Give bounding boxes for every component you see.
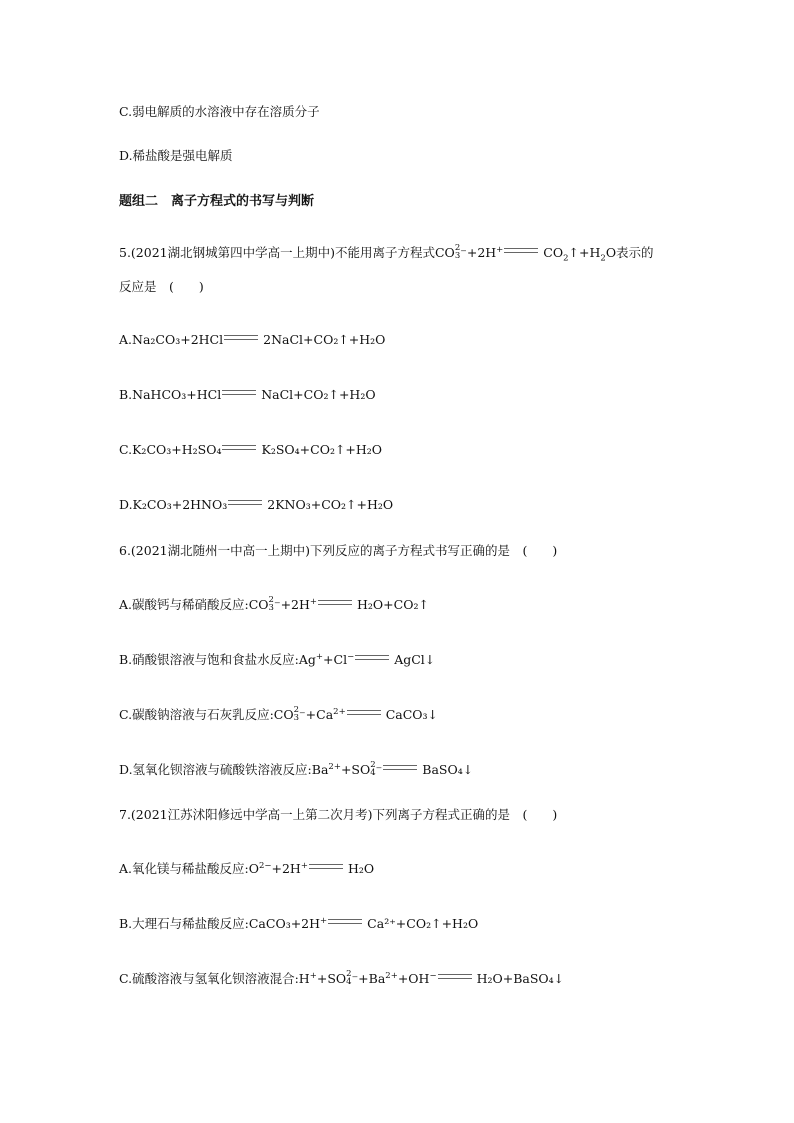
equals-sign — [347, 710, 381, 715]
equals-sign — [222, 445, 256, 450]
option-4c: C.弱电解质的水溶液中存在溶质分子 — [119, 104, 320, 119]
equals-sign — [309, 864, 343, 869]
option-7a: A.氧化镁与稀盐酸反应$:O^{2-}+2H^+$ H₂O — [119, 860, 375, 876]
question-7-stem: 7.(2021江苏沭阳修远中学高一上第二次月考)下列离子方程式正确的是 ( ) — [119, 807, 558, 822]
equals-sign — [228, 500, 262, 505]
option-7c: C.硫酸溶液与氢氧化钡溶液混合:H++SO 2 4 $^-+Ba^{2+}+OH^-$ H₂O+BaSO₄↓ — [119, 968, 565, 987]
section-heading: 题组二 离子方程式的书写与判断 — [119, 194, 315, 209]
equals-sign — [224, 335, 258, 340]
question-5-stem: 5.(2021湖北钢城第四中学高一上期中)不能用离子方程式CO 2 3 ⁻+2H+ $CO_2↑+H_2O$表示的 — [119, 242, 654, 264]
option-6b: B.硝酸银溶液与饱和食盐水反应:Ag++Cl− AgCl↓ — [119, 651, 436, 667]
option-7b: B.大理石与稀盐酸反应:CaCO₃+2H+ Ca²⁺+CO₂↑+H₂O — [119, 915, 479, 931]
option-4d: D.稀盐酸是强电解质 — [119, 148, 233, 163]
equals-sign — [355, 655, 389, 660]
equals-sign — [318, 600, 352, 605]
equals-sign — [328, 919, 362, 924]
equals-sign — [438, 974, 472, 979]
question-6-stem: 6.(2021湖北随州一中高一上期中)下列反应的离子方程式书写正确的是 ( ) — [119, 543, 558, 558]
equals-sign — [222, 390, 256, 395]
option-5d: D.K₂CO₃+2HNO₃ 2KNO₃+CO₂↑+H₂O — [119, 497, 394, 512]
equals-sign — [504, 248, 538, 253]
option-5c: C.K₂CO₃+H₂SO₄ K₂SO₄+CO₂↑+H₂O — [119, 442, 383, 457]
equals-sign — [383, 765, 417, 770]
option-5a: A.Na₂CO₃+2HCl 2NaCl+CO₂↑+H₂O — [119, 332, 386, 347]
option-6d: D.氢氧化钡溶液与硫酸铁溶液反应$:Ba^{2+}+SO$ 2 4 ⁻ BaSO₄↓ — [119, 759, 474, 778]
option-6a: A.碳酸钙与稀硝酸反应:CO 2 3 ⁻+2H+ H₂O+CO₂↑ — [119, 594, 429, 613]
option-5b: B.NaHCO₃+HCl NaCl+CO₂↑+H₂O — [119, 387, 376, 402]
option-6c: C.碳酸钠溶液与石灰乳反应:CO 2 3 $^-+Ca^{2+}$ CaCO₃↓ — [119, 704, 439, 723]
question-5-stem-cont: 反应是 ( ) — [119, 279, 204, 294]
